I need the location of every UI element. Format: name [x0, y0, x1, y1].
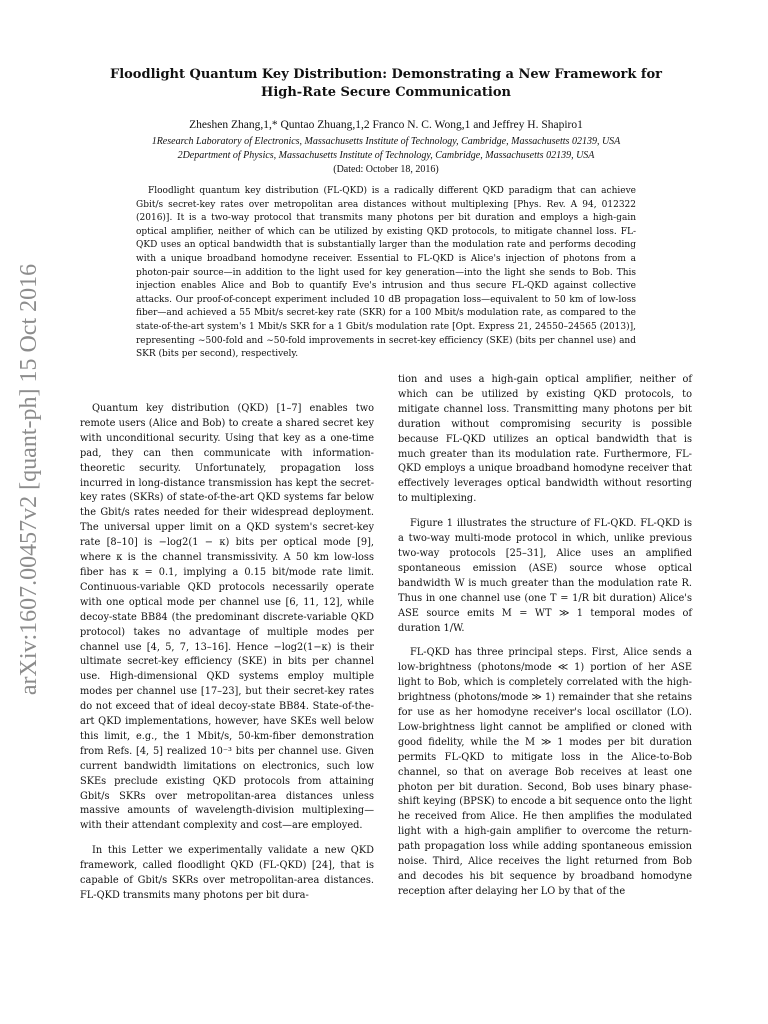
paragraph-letter: In this Letter we experimentally validate a new QKD framework, called floodlight QKD (FL-QKD) [24], that is capable of Gbit/s SKRs over metropolitan-area distances. FL-QKD transmits many photons per bit dura-	[80, 845, 374, 901]
author-list: Zheshen Zhang,1,* Quntao Zhuang,1,2 Franco N. C. Wong,1 and Jeffrey H. Shapiro1	[189, 119, 583, 131]
paper-title	[80, 66, 692, 102]
paragraph-principal-steps: FL-QKD has three principal steps. First, Alice sends a low-brightness (photons/mode ≪ 1) portion of her ASE light to Bob, which is completely correlated with the high-brightness (photons/mode ≫ 1) remainder that she retains for use as her homodyne receiver's local oscillator (LO). Low-brightness light cannot be amplified or cloned with good fidelity, while the M ≫ 1 modes per bit duration permits FL-QKD to mitigate loss in the Alice-to-Bob channel, so that on average Bob receives at least one photon per bit duration. Second, Bob uses binary phase-shift keying (BPSK) to encode a bit sequence onto the light he received from Alice. He then amplifies the modulated light with a high-gain amplifier to overcome the return-path propagation loss while adding spontaneous emission noise. Third, Alice receives the light returned from Bob and decodes his bit sequence by broadband homodyne reception after delaying her LO by that of the	[398, 647, 692, 897]
affiliation-1: 1Research Laboratory of Electronics, Massachusetts Institute of Technology, Cambridge, Massachusetts 02139, USA	[151, 136, 621, 147]
title-line-2: High-Rate Secure Communication	[261, 85, 511, 100]
abstract: Floodlight quantum key distribution (FL-QKD) is a radically different QKD paradigm that can achieve Gbit/s secret-key rates over metropolitan area distances without multiplexing [Phys. Rev. A 94, 012322 (2016)]. It is a two-way protocol that transmits many photons per bit duration and employs a high-gain optical amplifier, neither of which can be utilized by existing QKD protocols, to mitigate channel loss. FL-QKD uses an optical bandwidth that is substantially larger than the modulation rate and performs decoding with a unique broadband homodyne receiver. Essential to FL-QKD is Alice's injection of photons from a photon-pair source—in addition to the light used for key generation—into the light she sends to Bob. This injection enables Alice and Bob to quantify Eve's intrusion and thus secure FL-QKD against collective attacks. Our proof-of-concept experiment included 10 dB propagation loss—equivalent to 50 km of low-loss fiber—and achieved a 55 Mbit/s secret-key rate (SKR) for a 100 Mbit/s modulation rate, as compared to the state-of-the-art system's 1 Mbit/s SKR for a 1 Gbit/s modulation rate [Opt. Express 21, 24550–24565 (2013)], representing ∼500-fold and ∼50-fold improvements in secret-key efficiency (SKE) (bits per channel use) and SKR (bits per second), respectively.	[136, 186, 636, 360]
arxiv-identifier: arXiv:1607.00457v2 [quant-ph] 15 Oct 2016	[16, 263, 43, 695]
paragraph-continuation: tion and uses a high-gain optical amplifier, neither of which can be utilized by existing QKD protocols, to mitigate channel loss. Transmitting many photons per bit duration without compromising security is possible because FL-QKD utilizes an optical bandwidth that is much greater than its modulation rate. Furthermore, FL-QKD employs a unique broadband homodyne receiver that effectively leverages optical bandwidth without resorting to multiplexing.	[398, 374, 692, 505]
paper-date: (Dated: October 18, 2016)	[333, 164, 439, 175]
arxiv-sidebar-stamp	[7, 262, 53, 696]
paragraph-figure-structure: Figure 1 illustrates the structure of FL-QKD. FL-QKD is a two-way multi-mode protocol in which, unlike previous two-way protocols [25–31], Alice uses an amplified spontaneous emission (ASE) source whose optical bandwidth W is much greater than the modulation rate R. Thus in one channel use (one T = 1/R bit duration) Alice's ASE source emits M = WT ≫ 1 temporal modes of duration 1/W.	[398, 518, 692, 634]
paragraph-intro: Quantum key distribution (QKD) [1–7] enables two remote users (Alice and Bob) to create a shared secret key with unconditional security. Using that key as a one-time pad, they can then communicate with information-theoretic security. Unfortunately, propagation loss incurred in long-distance transmission has kept the secret-key rates (SKRs) of state-of-the-art QKD systems far below the Gbit/s rates needed for their widespread deployment. The universal upper limit on a QKD system's secret-key rate [8–10] is −log2(1 − κ) bits per optical mode [9], where κ is the channel transmissivity. A 50 km low-loss fiber has κ = 0.1, implying a 0.15 bit/mode rate limit. Continuous-variable QKD protocols necessarily operate with one optical mode per channel use [6, 11, 12], while decoy-state BB84 (the predominant discrete-variable QKD protocol) takes no advantage of multiple modes per channel use [4, 5, 7, 13–16]. Hence −log2(1−κ) is their ultimate secret-key efficiency (SKE) in bits per channel use. High-dimensional QKD systems employ multiple modes per channel use [17–23], but their secret-key rates do not exceed that of ideal decoy-state BB84. State-of-the-art QKD implementations, however, have SKEs well below this limit, e.g., the 1 Mbit/s, 50-km-fiber demonstration from Refs. [4, 5] realized 10⁻³ bits per channel use. Given current bandwidth limitations on electronics, such low SKEs preclude existing QKD protocols from attaining Gbit/s SKRs over metropolitan-area distances unless massive amounts of wavelength-division multiplexing—with their attendant complexity and cost—are employed.	[80, 403, 374, 832]
title-line-1: Floodlight Quantum Key Distribution: Demonstrating a New Framework for	[109, 67, 663, 82]
affiliation-2: 2Department of Physics, Massachusetts Institute of Technology, Cambridge, Massachusetts 02139, USA	[177, 150, 595, 161]
body-column-left	[80, 402, 374, 914]
body-column-right	[398, 373, 692, 910]
